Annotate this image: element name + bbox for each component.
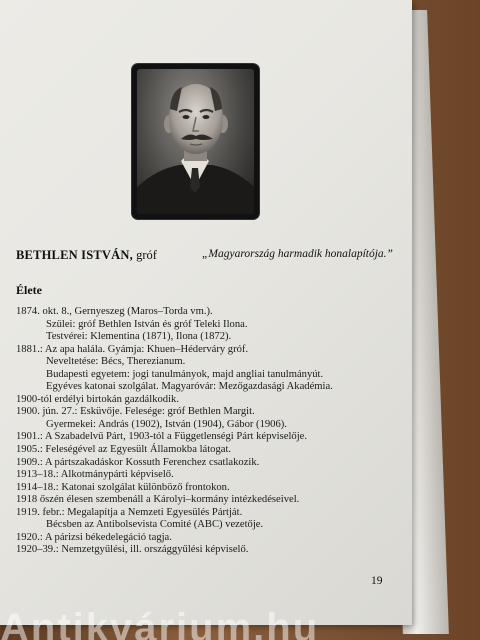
chronology-entry: Budapesti egyetem: jogi tanulmányok, majd angliai tanulmányút.: [46, 368, 324, 380]
person-name: BETHLEN ISTVÁN,: [16, 248, 133, 262]
person-name-line: [16, 248, 157, 263]
chronology-entry: 1918 őszén élesen szembenáll a Károlyi–kormány intézkedéseivel.: [16, 494, 300, 506]
chronology-entry: Neveltetése: Bécs, Therezianum.: [46, 356, 186, 368]
noble-title: gróf: [132, 248, 157, 262]
chronology-entry: 1905.: Feleségével az Egyesült Államokba látogat.: [16, 444, 232, 456]
chronology-entry: Egyéves katonai szolgálat. Magyaróvár: Mezőgazdasági Akadémia.: [46, 381, 333, 393]
portrait-frame: [132, 64, 259, 219]
portrait-photo: [137, 69, 254, 214]
section-title: Élete: [16, 283, 42, 297]
epithet-quote: „Magyarország harmadik honalapítója.”: [202, 248, 393, 260]
chronology-entry: Testvérei: Klementina (1871), Ilona (1872).: [46, 331, 232, 343]
chronology-entry: 1901.: A Szabadelvű Párt, 1903-tól a Függetlenségi Párt képviselője.: [16, 431, 307, 443]
page-number: 19: [371, 575, 383, 587]
chronology-entry: 1881.: Az apa halála. Gyámja: Khuen–Héderváry gróf.: [16, 343, 249, 355]
chronology-list: [16, 306, 396, 557]
chronology-entry: 1900-tól erdélyi birtokán gazdálkodik.: [16, 393, 179, 405]
chronology-entry: 1900. jún. 27.: Esküvője. Felesége: gróf Bethlen Margit.: [16, 406, 255, 418]
chronology-entry: 1914–18.: Katonai szolgálat különböző frontokon.: [16, 481, 230, 493]
portrait-illustration: [137, 69, 254, 214]
chronology-entry: Bécsben az Antibolsevista Comité (ABC) vezetője.: [46, 519, 264, 531]
chronology-entry: 1909.: A pártszakadáskor Kossuth Ferenchez csatlakozik.: [16, 456, 260, 468]
chronology-entry: 1874. okt. 8., Gernyeszeg (Maros–Torda vm.).: [16, 306, 213, 317]
watermark: Antikvárium.hu: [0, 606, 320, 640]
chronology-entry: 1919. febr.: Megalapítja a Nemzeti Egyesülés Pártját.: [16, 506, 243, 518]
chronology-entry: 1920.: A párizsi békedelegáció tagja.: [16, 531, 172, 543]
chronology-entry: Gyermekei: András (1902), István (1904), Gábor (1906).: [46, 418, 287, 430]
chronology-entry: 1913–18.: Alkotmánypárti képviselő.: [16, 469, 174, 481]
chronology-entry: 1920–39.: Nemzetgyűlési, ill. országgyűlési képviselő.: [16, 544, 249, 556]
chronology-entry: Szülei: gróf Bethlen István és gróf Teleki Ilona.: [46, 318, 248, 330]
biography-heading: [16, 248, 396, 268]
